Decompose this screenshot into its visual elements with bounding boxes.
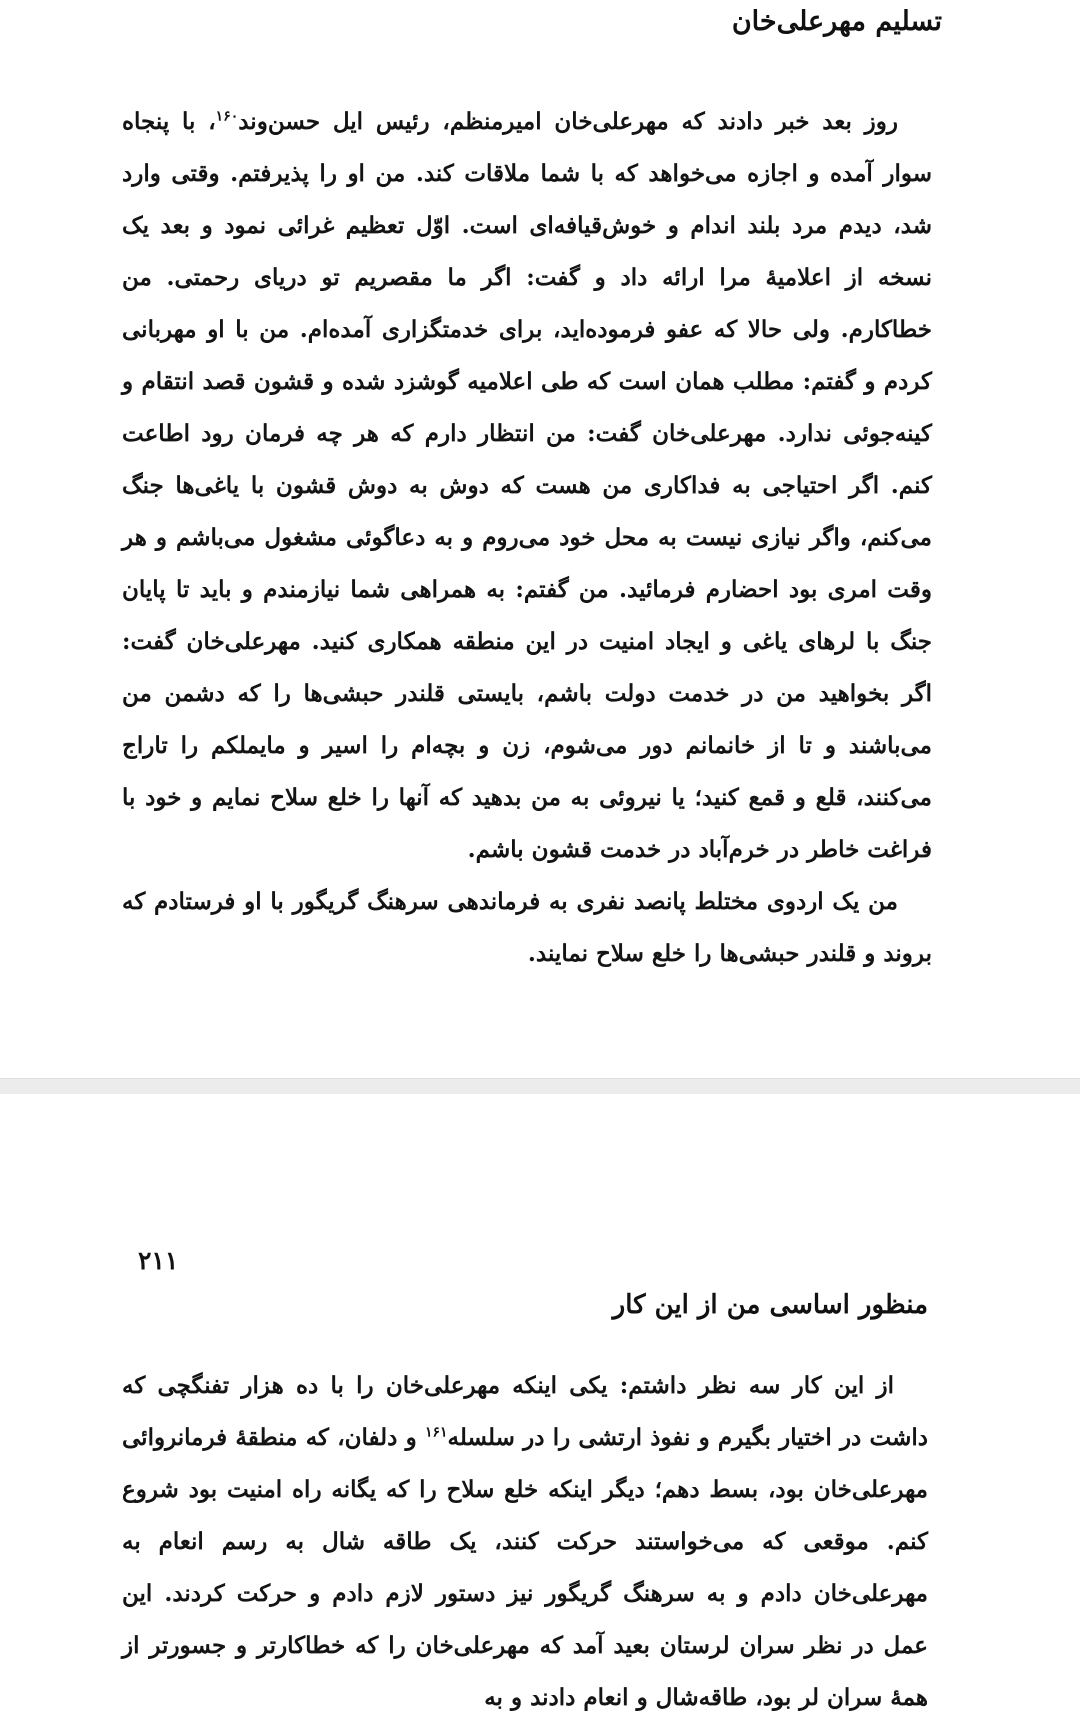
paragraph-text: از این کار سه نظر داشتم: یکی اینکه مهرعلی‌خان را با ده هزار تفنگچی که داشت در اختیار بگیرم و نفوذ ارتشی را در سلسله (122, 1372, 929, 1451)
footnote-reference: ۱۶۱ (424, 1424, 448, 1441)
paragraph-text: و دلفان، که منطقهٔ فرمانروائی مهرعلی‌خان بود، بسط دهم؛ دیگر اینکه خلع سلاح را که یگانه راه امنیت بود شروع کنم. موقعی که می‌خواستند حرکت کنند، یک طاقه شال به رسم انعام به مهرعلی‌خان دادم و به سرهنگ گریگور نیز دستور لازم دادم و حرکت کردند. این عمل در نظر سران لرستان بعید آمد که مهرعلی‌خان را که خطاکارتر و جسورتر از همهٔ سران لر بود، طاقه‌شال و انعام دادند و به (122, 1424, 928, 1711)
paragraph-text: روز بعد خبر دادند که مهرعلی‌خان امیرمنظم، رئیس ایل حسن‌وند (238, 108, 898, 135)
body-text-bottom (122, 1360, 928, 1724)
running-head: تسلیم مهرعلی‌خان (731, 6, 942, 37)
paragraph: من یک اردوی مختلط پانصد نفری به فرماندهی سرهنگ گریگور با او فرستادم که بروند و قلندر حبشی‌ها را خلع سلاح نمایند. (122, 888, 932, 967)
paragraph-text: ، با پنجاه سوار آمده و اجازه می‌خواهد که با شما ملاقات کند. من او را پذیرفتم. وقتی وارد شد، دیدم مرد بلند اندام و خوش‌قیافه‌ای است. اوّل تعظیم غرائی نمود و بعد یک نسخه از اعلامیهٔ مرا ارائه داد و گفت: اگر ما مقصریم تو دریای رحمتی. من خطاکارم. ولی حالا که عفو فرموده‌اید، برای خدمتگزاری آمده‌ام. من با او مهربانی کردم و گفتم: مطلب همان است که طی اعلامیه گوشزد شده و قشون قصد انتقام و کینه‌جوئی ندارد. مهرعلی‌خان گفت: من انتظار دارم که هر چه فرمان رود اطاعت کنم. اگر احتیاجی به فداکاری من هست که دوش به دوش قشون با یاغی‌ها جنگ می‌کنم، واگر نیازی نیست به محل خود می‌روم و به دعاگوئی مشغول می‌باشم و هر وقت امری بود احضارم فرمائید. من گفتم: به همراهی شما نیازمندم و باید تا پایان جنگ با لرهای یاغی و ایجاد امنیت در این منطقه همکاری کنید. مهرعلی‌خان گفت: اگر بخواهید من در خدمت دولت باشم، بایستی قلندر حبشی‌ها را که دشمن من می‌باشند و تا از خانمانم دور می‌شوم، زن و بچه‌ام را اسیر و مایملکم را تاراج می‌کنند، قلع و قمع کنید؛ یا نیروئی به من بدهید که آنها را خلع سلاح نمایم و خود با فراغت خاطر در خرم‌آباد در خدمت قشون باشم. (122, 108, 932, 863)
paragraph (122, 96, 932, 876)
section-heading: منظور اساسی من از این کار (612, 1290, 928, 1320)
paragraph (122, 1360, 928, 1724)
body-text-top (122, 96, 932, 980)
footnote-reference: ۱۶۰ (215, 108, 239, 125)
page-number: ۲۱۱ (138, 1246, 179, 1275)
page-bottom (0, 1094, 1080, 1711)
